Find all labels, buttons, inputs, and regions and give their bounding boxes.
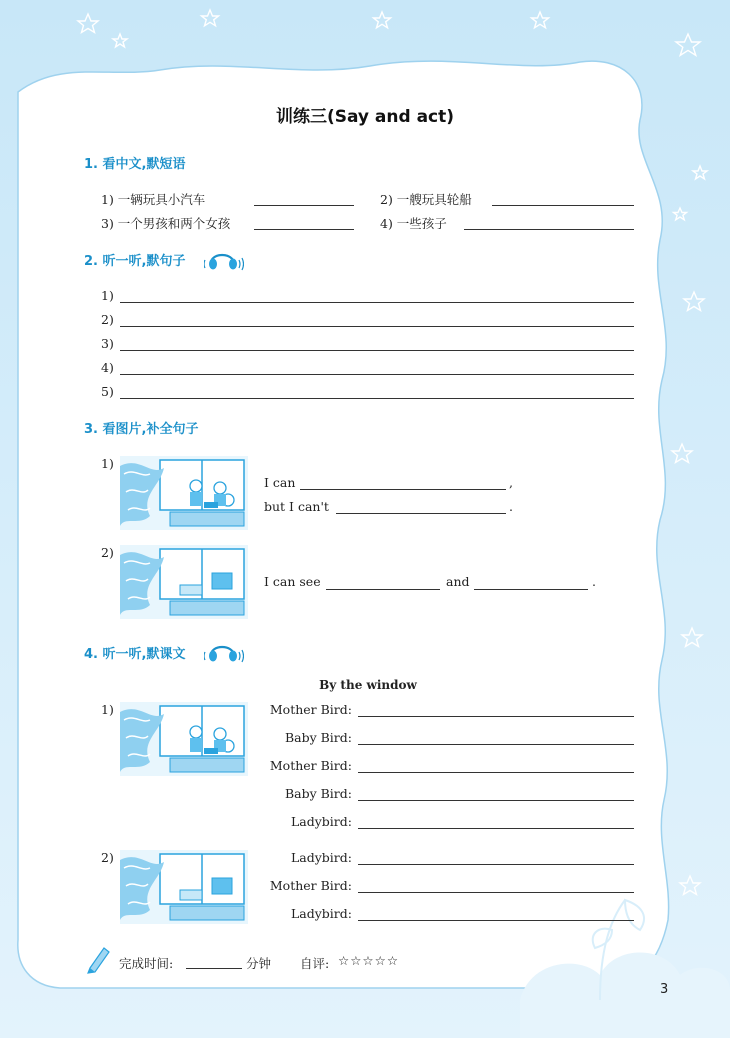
headphones-icon xyxy=(204,638,244,664)
text-subtitle: By the window xyxy=(319,678,417,692)
phrase-prompt-3: 3) 一个男孩和两个女孩 xyxy=(101,216,231,231)
q1-text-part2: but I can't xyxy=(264,499,329,514)
sentence-number-2: 2) xyxy=(101,312,114,327)
speaker-label: Baby Bird: xyxy=(284,786,352,801)
completion-time-blank[interactable] xyxy=(186,968,242,969)
speaker-label: Mother Bird: xyxy=(269,758,352,773)
sentence-line-3[interactable] xyxy=(120,350,634,351)
q2-period: . xyxy=(592,574,596,589)
sentence-number-5: 5) xyxy=(101,384,114,399)
speaker-label: Mother Bird: xyxy=(269,702,352,717)
sentence-line-4[interactable] xyxy=(120,374,634,375)
page-number: 3 xyxy=(660,982,669,997)
dialogue-line[interactable] xyxy=(358,772,634,773)
q1-blank-1[interactable] xyxy=(300,489,506,490)
speaker-label: Mother Bird: xyxy=(269,878,352,893)
dialogue-line[interactable] xyxy=(358,828,634,829)
dialogue-line[interactable] xyxy=(358,716,634,717)
q2-text-part1: I can see xyxy=(264,574,321,589)
phrase-prompt-2: 2) 一艘玩具轮船 xyxy=(380,192,472,207)
answer-line-1-1[interactable] xyxy=(254,205,354,206)
q2-text-and: and xyxy=(446,574,470,589)
sentence-line-1[interactable] xyxy=(120,302,634,303)
rating-stars[interactable]: ☆☆☆☆☆ xyxy=(338,953,400,968)
q1-period: . xyxy=(509,499,513,514)
q1-comma: , xyxy=(509,475,513,490)
children-by-window-illustration xyxy=(120,702,248,776)
dialogue-line[interactable] xyxy=(358,920,634,921)
answer-line-1-2[interactable] xyxy=(492,205,634,206)
empty-window-illustration xyxy=(120,545,248,619)
q1-text-part1: I can xyxy=(264,475,296,490)
children-by-window-illustration xyxy=(120,456,248,530)
dialogue-line[interactable] xyxy=(358,864,634,865)
sentence-line-2[interactable] xyxy=(120,326,634,327)
pencil-icon xyxy=(84,944,112,974)
sentence-number-3: 3) xyxy=(101,336,114,351)
self-evaluation-label: 自评: xyxy=(300,956,330,971)
q1-blank-2[interactable] xyxy=(336,513,506,514)
section-4-heading: 4. 听一听,默课文 xyxy=(84,647,186,662)
section-3-heading: 3. 看图片,补全句子 xyxy=(84,422,199,437)
section-2-heading: 2. 听一听,默句子 xyxy=(84,254,186,269)
dialogue-line[interactable] xyxy=(358,892,634,893)
speaker-label: Ladybird: xyxy=(290,814,352,829)
phrase-prompt-1: 1) 一辆玩具小汽车 xyxy=(101,192,206,207)
page-title: 训练三(Say and act) xyxy=(275,107,455,127)
answer-line-1-4[interactable] xyxy=(464,229,634,230)
picture-question-number-2: 2) xyxy=(101,545,114,560)
sentence-number-4: 4) xyxy=(101,360,114,375)
phrase-prompt-4: 4) 一些孩子 xyxy=(380,216,447,231)
empty-window-illustration xyxy=(120,850,248,924)
dialogue-number-1: 1) xyxy=(101,702,114,717)
completion-time-label: 完成时间: xyxy=(119,956,174,971)
headphones-icon xyxy=(204,246,244,272)
answer-line-1-3[interactable] xyxy=(254,229,354,230)
speaker-label: Ladybird: xyxy=(290,850,352,865)
sentence-line-5[interactable] xyxy=(120,398,634,399)
q2-blank-2[interactable] xyxy=(474,589,588,590)
section-1-heading: 1. 看中文,默短语 xyxy=(84,157,186,172)
sentence-number-1: 1) xyxy=(101,288,114,303)
minutes-unit: 分钟 xyxy=(246,956,272,971)
dialogue-line[interactable] xyxy=(358,744,634,745)
q2-blank-1[interactable] xyxy=(326,589,440,590)
dialogue-number-2: 2) xyxy=(101,850,114,865)
speaker-label: Baby Bird: xyxy=(284,730,352,745)
picture-question-number-1: 1) xyxy=(101,456,114,471)
dialogue-line[interactable] xyxy=(358,800,634,801)
speaker-label: Ladybird: xyxy=(290,906,352,921)
